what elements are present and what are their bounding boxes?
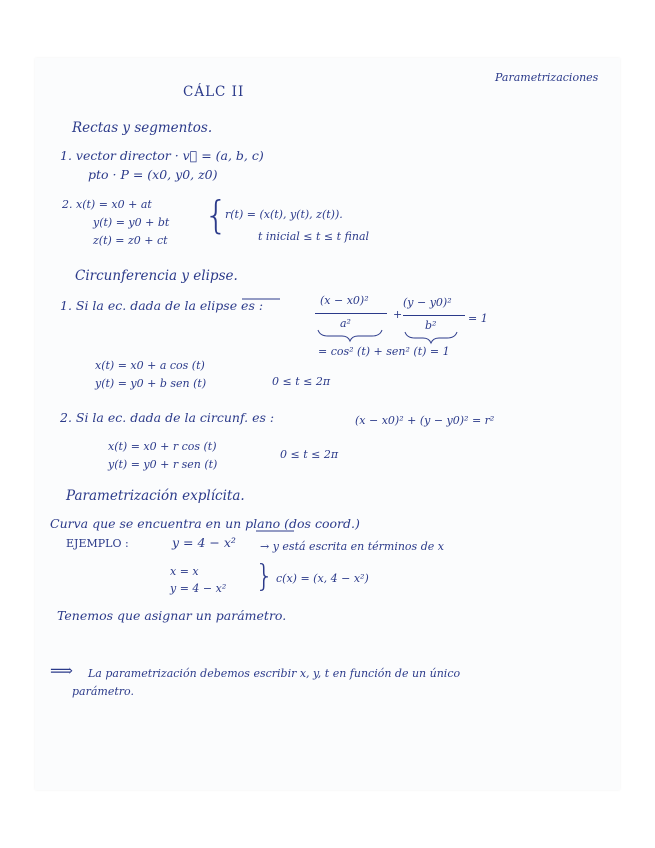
example-equation: y = 4 − x² [172, 535, 236, 550]
circunf-item2-text: 2. Si la ec. dada de la circunf. es : [60, 410, 275, 425]
system-y: y = 4 − x² [170, 582, 227, 595]
elipse-plus: + [393, 308, 403, 321]
system-curly-brace: } [255, 559, 275, 594]
rectas-item2-x: 2. x(t) = x0 + at [62, 198, 152, 211]
example-label: EJEMPLO : [66, 537, 129, 550]
topic-label: Parametrizaciones [495, 71, 599, 84]
circunf-param-x: x(t) = x0 + r cos (t) [108, 440, 217, 453]
example-note: → y está escrita en términos de x [260, 540, 444, 553]
system-curve: c(x) = (x, 4 − x²) [276, 572, 369, 585]
elipse-denominator-a: a² [340, 317, 351, 330]
rectas-item2-vector-function: r(t) = (x(t), y(t), z(t)). [225, 208, 343, 221]
rectas-item1-vector: 1. vector director · v⃗ = (a, b, c) [60, 148, 264, 163]
elipse-identity: = cos² (t) + sen² (t) = 1 [318, 345, 450, 358]
explicita-definition: Curva que se encuentra en un plano (dos coord.) [50, 516, 360, 531]
implication-arrow: ⟹ [50, 661, 73, 680]
course-title: CÁLC II [183, 84, 245, 100]
rectas-curly-brace: { [204, 193, 229, 237]
elipse-param-x: x(t) = x0 + a cos (t) [95, 359, 205, 372]
elipse-item1-text: 1. Si la ec. dada de la elipse es : [60, 298, 264, 313]
elipse-equals-one: = 1 [468, 312, 488, 325]
circunf-param-y: y(t) = y0 + r sen (t) [108, 458, 218, 471]
circunf-equation: (x − x0)² + (y − y0)² = r² [355, 414, 495, 427]
elipse-numerator-y: (y − y0)² [403, 296, 452, 309]
section-heading-circunferencia: Circunferencia y elipse. [75, 268, 238, 284]
elipse-param-range: 0 ≤ t ≤ 2π [272, 375, 331, 388]
elipse-param-y: y(t) = y0 + b sen (t) [95, 377, 207, 390]
section-heading-rectas: Rectas y segmentos. [72, 120, 213, 136]
system-x: x = x [170, 565, 199, 578]
rectas-item1-point: pto · P = (x0, y0, z0) [88, 167, 218, 182]
elipse-denominator-b: b² [425, 319, 437, 332]
circunf-param-range: 0 ≤ t ≤ 2π [280, 448, 339, 461]
assign-parameter-note: Tenemos que asignar un parámetro. [57, 608, 287, 623]
rectas-item2-y: y(t) = y0 + bt [93, 216, 170, 229]
rectas-item2-z: z(t) = z0 + ct [93, 234, 168, 247]
elipse-numerator-x: (x − x0)² [320, 294, 369, 307]
conclusion-line2: parámetro. [72, 685, 134, 698]
rectas-item2-range: t inicial ≤ t ≤ t final [258, 230, 370, 243]
conclusion-line1: La parametrización debemos escribir x, y, t en función de un único [88, 667, 461, 680]
section-heading-explicita: Parametrización explícita. [66, 488, 245, 504]
